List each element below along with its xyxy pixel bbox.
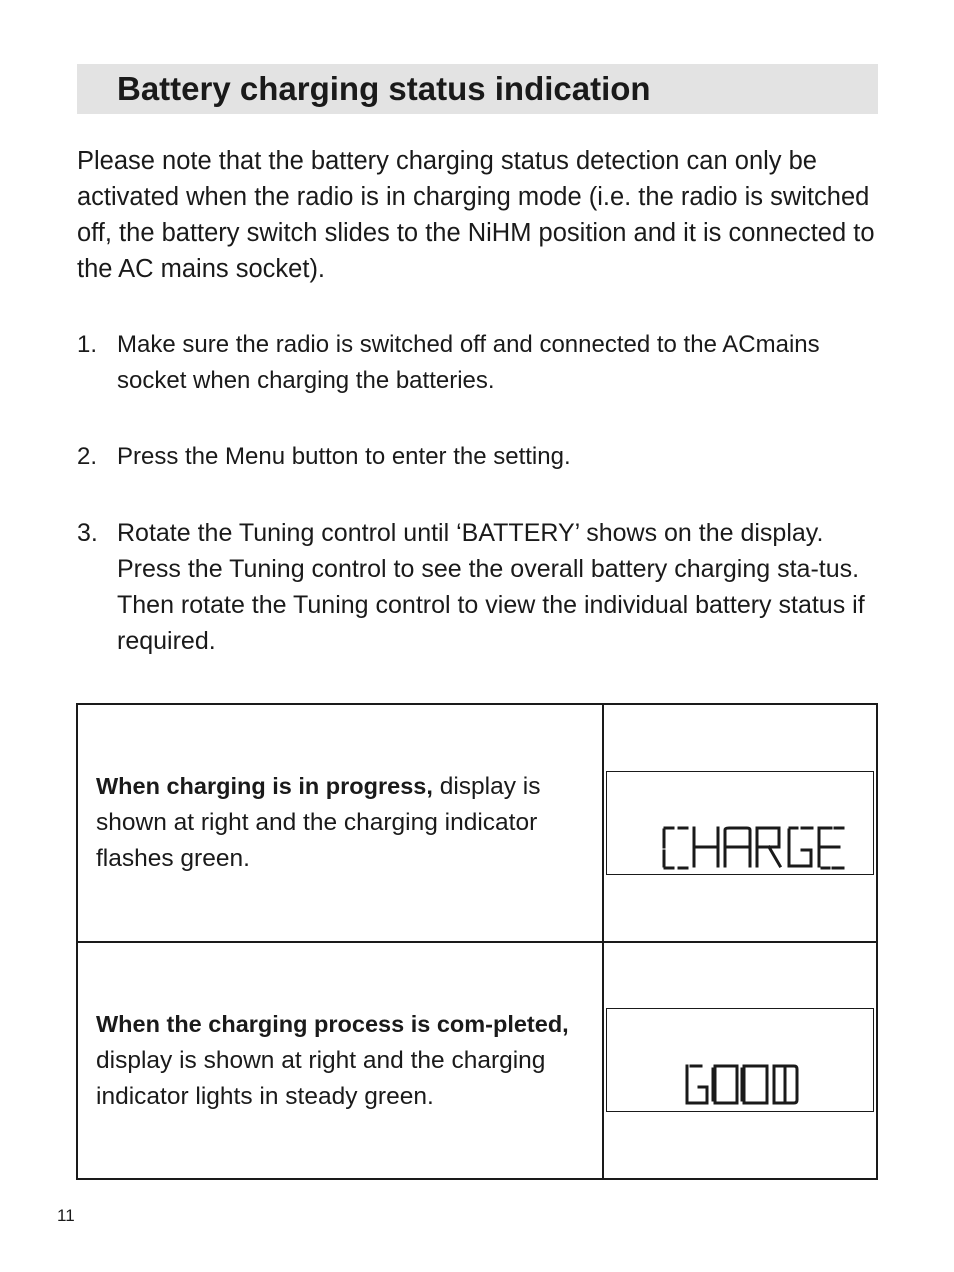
lcd-good-glyphs: [607, 996, 875, 1113]
step-text: Rotate the Tuning control until ‘BATTERY’ shows on the display. Press the Tuning control to see the overall battery charging sta-tus. Then rotate the Tuning control to view the individual battery status if required.: [117, 519, 865, 655]
step-number: 2.: [77, 443, 98, 470]
step-3: [77, 515, 878, 659]
page-number: 11: [57, 1206, 75, 1225]
status-description: [77, 942, 603, 1180]
step-2: [77, 439, 878, 475]
status-condition: When charging is in progress,: [96, 773, 433, 800]
status-detail: display is shown at right and the charging indicator flashes green.: [96, 773, 541, 873]
status-condition: When the charging process is com-pleted,: [96, 1010, 569, 1037]
lcd-display: [606, 996, 874, 1112]
status-description: [77, 704, 603, 942]
section-title: Battery charging status indication: [117, 70, 651, 107]
display-cell: [603, 704, 877, 942]
step-text: Press the Menu button to enter the setting.: [117, 443, 571, 470]
table-row: [77, 704, 877, 942]
table-row: [77, 942, 877, 1180]
status-detail: display is shown at right and the charging indicator lights in steady green.: [96, 1046, 546, 1110]
lcd-display: [606, 758, 874, 875]
step-number: 3.: [77, 519, 98, 547]
lcd-text: CHARGE: [607, 758, 676, 776]
step-text: Make sure the radio is switched off and connected to the ACmains socket when charging the batteries.: [117, 331, 820, 394]
section-title-bar: [77, 64, 878, 114]
step-1: [77, 327, 878, 399]
step-number: 1.: [77, 331, 98, 358]
lcd-text: GOOD: [607, 996, 656, 1014]
lcd-charge-glyphs: [607, 758, 875, 876]
display-cell: [603, 942, 877, 1180]
charging-status-table: [76, 703, 878, 1180]
intro-paragraph: Please note that the battery charging status detection can only be activated when the radio is in charging mode (i.e. the radio is switched off, the battery switch slides to the NiHM position and it is connected to the AC mains socket).: [77, 147, 875, 283]
